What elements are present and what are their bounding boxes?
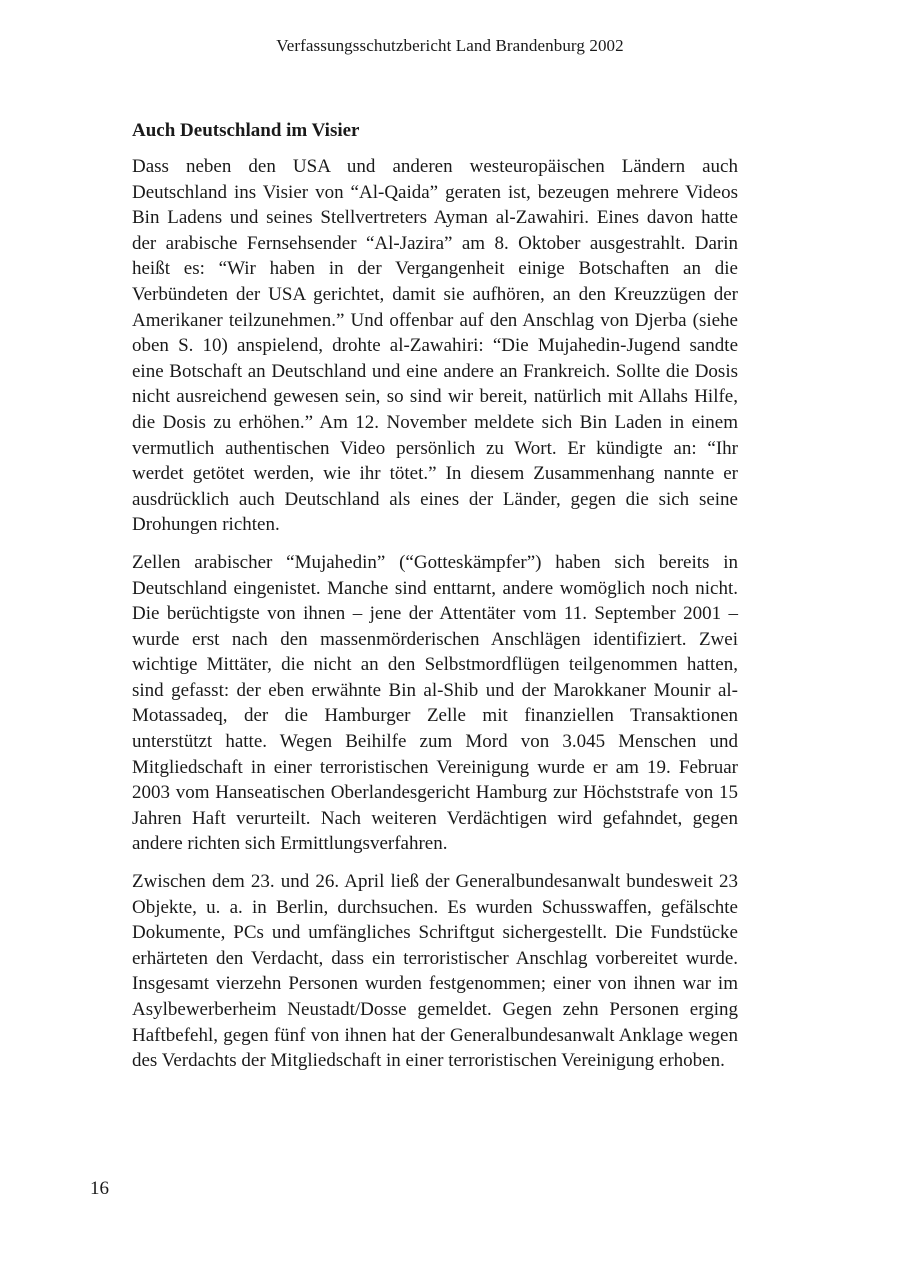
page-number: 16: [90, 1178, 109, 1199]
paragraph-3: Zwischen dem 23. und 26. April ließ der Generalbundesanwalt bundesweit 23 Objekte, u. a. in Berlin, durchsuchen. Es wurden Schusswaffen, gefälschte Dokumente, PCs und umfängliches Schriftgut sichergestellt. Die Fundstücke erhärteten den Verdacht, dass ein terroristischer Anschlag vorbereitet wurde. Insgesamt vierzehn Personen wurden festgenommen; einer von ihnen war im Asylbewerberheim Neustadt/Dosse gemeldet. Gegen zehn Personen erging Haftbefehl, gegen fünf von ihnen hat der Generalbundesanwalt Anklage wegen des Verdachts der Mitgliedschaft in einer terroristischen Vereinigung erhoben.: [132, 871, 738, 1072]
paragraph-2: Zellen arabischer “Mujahedin” (“Gotteskämpfer”) haben sich bereits in Deutschland eingenistet. Manche sind enttarnt, andere womöglich noch nicht. Die berüchtigste von ihnen – jene der Attentäter vom 11. September 2001 – wurde erst nach den massenmörderischen Anschlägen identifiziert. Zwei wichtige Mittäter, die nicht an den Selbstmordflügen teilgenommen hatten, sind gefasst: der eben erwähnte Bin al-Shib und der Marokkaner Mounir al-Motassadeq, der die Hamburger Zelle mit finanziellen Transaktionen unterstützt hatte. Wegen Beihilfe zum Mord von 3.045 Menschen und Mitgliedschaft in einer terroristischen Vereinigung wurde er am 19. Februar 2003 vom Hanseatischen Oberlandesgericht Hamburg zur Höchststrafe von 15 Jahren Haft verurteilt. Nach weiteren Verdächtigen wird gefahndet, gegen andere richten sich Ermittlungsverfahren.: [132, 551, 738, 855]
document-body: [132, 118, 738, 1086]
paragraph-1: Dass neben den USA und anderen westeuropäischen Ländern auch Deutschland ins Visier von “Al-Qaida” geraten ist, bezeugen mehrere Videos Bin Ladens und seines Stellvertreters Ayman al-Zawahiri. Eines davon hatte der arabische Fernsehsender “Al-Jazira” am 8. Oktober ausgestrahlt. Darin heißt es: “Wir haben in der Vergangenheit einige Botschaften an die Verbündeten der USA gerichtet, damit sie aufhören, an den Kreuzzügen der Amerikaner teilzunehmen.” Und offenbar auf den Anschlag von Djerba (siehe oben S. 10) anspielend, drohte al-Zawahiri: “Die Mujahedin-Jugend sandte eine Botschaft an Deutschland und eine andere an Frankreich. Sollte die Dosis nicht ausreichend gewesen sein, so sind wir bereit, natürlich mit Allahs Hilfe, die Dosis zu erhöhen.” Am 12. November meldete sich Bin Laden in einem vermutlich authentischen Video persönlich zu Wort. Er kündigte an: “Ihr werdet getötet werden, wie ihr tötet.” In diesem Zusammenhang nannte er ausdrücklich auch Deutschland als eines der Länder, gegen die sich seine Drohungen richten.: [132, 156, 738, 536]
running-header: Verfassungsschutzbericht Land Brandenburg 2002: [276, 36, 624, 55]
section-heading: Auch Deutschland im Visier: [132, 120, 360, 141]
